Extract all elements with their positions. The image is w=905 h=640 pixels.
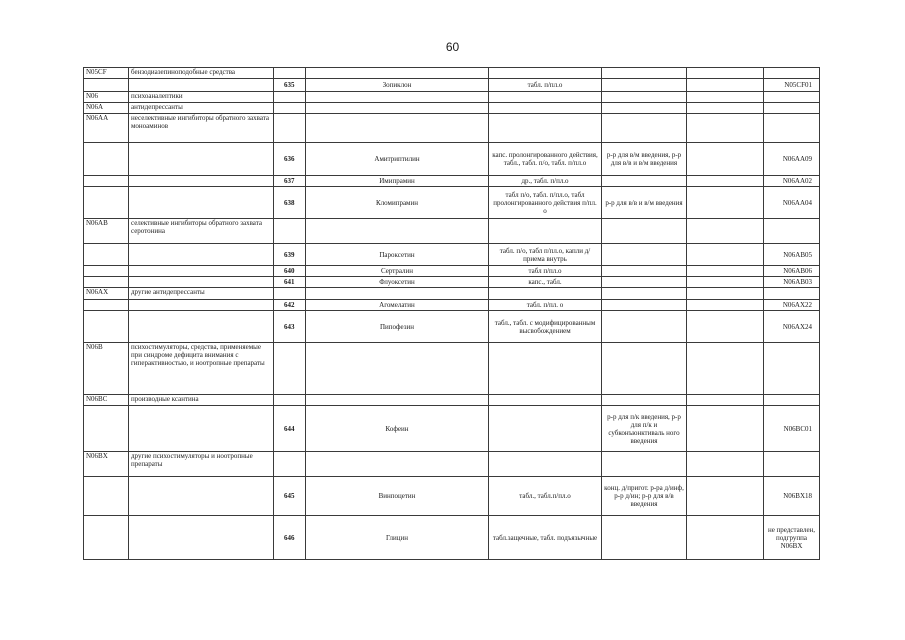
empty-cell — [687, 406, 764, 452]
empty-cell — [84, 406, 129, 452]
empty-cell — [129, 79, 274, 92]
routes-cell — [602, 176, 687, 187]
page-number: 60 — [445, 40, 460, 54]
empty-cell — [687, 343, 764, 395]
drug-name-cell: Глицин — [306, 516, 489, 560]
drug-row — [84, 300, 820, 311]
empty-cell — [129, 143, 274, 176]
drug-name-cell: Амитриптилин — [306, 143, 489, 176]
atc7-cell: N06AB05 — [764, 244, 820, 266]
drug-row — [84, 516, 820, 560]
dosage-forms-cell: табл п/пл.о — [489, 266, 602, 277]
row-number-cell: 644 — [274, 406, 306, 452]
atc-code-cell: N06AX — [84, 288, 129, 300]
empty-cell — [129, 266, 274, 277]
drug-name-cell: Кломипрамин — [306, 187, 489, 219]
atc-code-cell: N05CF — [84, 68, 129, 79]
empty-cell — [274, 103, 306, 114]
empty-cell — [764, 92, 820, 103]
empty-cell — [764, 288, 820, 300]
drug-name-cell: Винпоцетин — [306, 477, 489, 516]
empty-cell — [306, 288, 489, 300]
empty-cell — [84, 311, 129, 343]
empty-cell — [687, 219, 764, 244]
empty-cell — [687, 68, 764, 79]
atc-code-cell: N06AA — [84, 114, 129, 143]
drug-list-table — [83, 67, 820, 560]
dosage-forms-cell — [489, 406, 602, 452]
empty-cell — [687, 452, 764, 477]
routes-cell — [602, 244, 687, 266]
dosage-forms-cell: табл., табл.п/пл.о — [489, 477, 602, 516]
empty-cell — [687, 92, 764, 103]
empty-cell — [129, 516, 274, 560]
drug-name-cell: Имипрамин — [306, 176, 489, 187]
atc-code-cell: N06AB — [84, 219, 129, 244]
group-row — [84, 452, 820, 477]
group-row — [84, 219, 820, 244]
empty-cell — [306, 114, 489, 143]
drug-row — [84, 266, 820, 277]
drug-row — [84, 406, 820, 452]
drug-name-cell: Флуоксетин — [306, 277, 489, 288]
routes-cell: р-р для в/в и в/м введения — [602, 187, 687, 219]
empty-cell — [84, 277, 129, 288]
routes-cell — [602, 277, 687, 288]
empty-cell — [84, 244, 129, 266]
atc7-cell: N06AX24 — [764, 311, 820, 343]
empty-cell — [687, 311, 764, 343]
atc-code-cell: N06BC — [84, 395, 129, 406]
empty-cell — [274, 452, 306, 477]
drug-row — [84, 311, 820, 343]
routes-cell — [602, 516, 687, 560]
empty-cell — [489, 92, 602, 103]
empty-cell — [687, 79, 764, 92]
row-number-cell: 642 — [274, 300, 306, 311]
empty-cell — [602, 288, 687, 300]
empty-cell — [764, 343, 820, 395]
empty-cell — [687, 114, 764, 143]
row-number-cell: 635 — [274, 79, 306, 92]
atc7-cell: N06BX18 — [764, 477, 820, 516]
routes-cell: р-р для в/м введения, р-р для в/в и в/м введения — [602, 143, 687, 176]
atc-code-cell: N06 — [84, 92, 129, 103]
empty-cell — [129, 176, 274, 187]
empty-cell — [602, 452, 687, 477]
drug-row — [84, 143, 820, 176]
empty-cell — [129, 244, 274, 266]
empty-cell — [489, 114, 602, 143]
routes-cell — [602, 266, 687, 277]
group-row — [84, 343, 820, 395]
empty-cell — [602, 219, 687, 244]
empty-cell — [489, 68, 602, 79]
drug-name-cell: Зопиклон — [306, 79, 489, 92]
empty-cell — [129, 277, 274, 288]
empty-cell — [274, 395, 306, 406]
atc7-cell: N06AA04 — [764, 187, 820, 219]
routes-cell — [602, 79, 687, 92]
empty-cell — [84, 176, 129, 187]
empty-cell — [84, 143, 129, 176]
drug-row — [84, 187, 820, 219]
empty-cell — [274, 68, 306, 79]
empty-cell — [687, 277, 764, 288]
empty-cell — [764, 452, 820, 477]
atc-code-cell: N06B — [84, 343, 129, 395]
empty-cell — [129, 300, 274, 311]
empty-cell — [306, 452, 489, 477]
empty-cell — [306, 92, 489, 103]
empty-cell — [84, 266, 129, 277]
atc7-cell: N06AA09 — [764, 143, 820, 176]
drug-name-cell: Кофеин — [306, 406, 489, 452]
routes-cell: р-р для п/к введения, р-р для п/к и субконъюнктиваль ного введения — [602, 406, 687, 452]
empty-cell — [764, 395, 820, 406]
empty-cell — [489, 288, 602, 300]
drug-name-cell: Пароксетин — [306, 244, 489, 266]
drug-row — [84, 79, 820, 92]
row-number-cell: 639 — [274, 244, 306, 266]
atc7-cell: N05CF01 — [764, 79, 820, 92]
atc7-cell: не представлен, подгруппа N06BX — [764, 516, 820, 560]
drug-name-cell: Агомелатин — [306, 300, 489, 311]
group-name-cell: селективные ингибиторы обратного захвата серотонина — [129, 219, 274, 244]
routes-cell — [602, 311, 687, 343]
empty-cell — [764, 103, 820, 114]
empty-cell — [129, 311, 274, 343]
dosage-forms-cell: др., табл. п/пл.о — [489, 176, 602, 187]
drug-row — [84, 277, 820, 288]
drug-row — [84, 477, 820, 516]
group-name-cell: другие антидепрессанты — [129, 288, 274, 300]
empty-cell — [489, 452, 602, 477]
atc7-cell: N06AA02 — [764, 176, 820, 187]
group-row — [84, 288, 820, 300]
empty-cell — [306, 395, 489, 406]
row-number-cell: 638 — [274, 187, 306, 219]
group-name-cell: производные ксантина — [129, 395, 274, 406]
row-number-cell: 646 — [274, 516, 306, 560]
empty-cell — [687, 103, 764, 114]
empty-cell — [274, 288, 306, 300]
empty-cell — [84, 516, 129, 560]
group-name-cell: другие психостимуляторы и ноотропные препараты — [129, 452, 274, 477]
empty-cell — [687, 143, 764, 176]
empty-cell — [764, 114, 820, 143]
empty-cell — [129, 406, 274, 452]
empty-cell — [687, 266, 764, 277]
drug-name-cell: Сертралин — [306, 266, 489, 277]
group-row — [84, 114, 820, 143]
group-row — [84, 103, 820, 114]
empty-cell — [489, 395, 602, 406]
empty-cell — [489, 103, 602, 114]
dosage-forms-cell: капс. пролонгированного действия, табл., табл. п/о, табл. п/пл.о — [489, 143, 602, 176]
atc-code-cell: N06A — [84, 103, 129, 114]
empty-cell — [306, 343, 489, 395]
dosage-forms-cell: табл.защечные, табл. подъязычные — [489, 516, 602, 560]
atc7-cell: N06BC01 — [764, 406, 820, 452]
atc7-cell: N06AX22 — [764, 300, 820, 311]
row-number-cell: 643 — [274, 311, 306, 343]
row-number-cell: 641 — [274, 277, 306, 288]
empty-cell — [602, 92, 687, 103]
group-name-cell: психостимуляторы, средства, применяемые при синдроме дефицита внимания с гиперактивностью, и ноотропные препараты — [129, 343, 274, 395]
empty-cell — [489, 343, 602, 395]
empty-cell — [306, 219, 489, 244]
empty-cell — [602, 103, 687, 114]
group-name-cell: бензодиазепиноподобные средства — [129, 68, 274, 79]
routes-cell — [602, 300, 687, 311]
empty-cell — [84, 187, 129, 219]
empty-cell — [129, 477, 274, 516]
empty-cell — [602, 68, 687, 79]
group-name-cell: антидепрессанты — [129, 103, 274, 114]
empty-cell — [274, 343, 306, 395]
empty-cell — [687, 516, 764, 560]
group-name-cell: неселективные ингибиторы обратного захвата моноаминов — [129, 114, 274, 143]
empty-cell — [602, 343, 687, 395]
empty-cell — [306, 68, 489, 79]
empty-cell — [84, 79, 129, 92]
group-row — [84, 92, 820, 103]
group-row — [84, 395, 820, 406]
dosage-forms-cell: табл. п/пл.о — [489, 79, 602, 92]
empty-cell — [489, 219, 602, 244]
empty-cell — [274, 219, 306, 244]
empty-cell — [687, 176, 764, 187]
group-name-cell: психоаналептики — [129, 92, 274, 103]
empty-cell — [764, 68, 820, 79]
empty-cell — [602, 114, 687, 143]
empty-cell — [84, 300, 129, 311]
empty-cell — [274, 114, 306, 143]
row-number-cell: 637 — [274, 176, 306, 187]
atc7-cell: N06AB03 — [764, 277, 820, 288]
empty-cell — [687, 300, 764, 311]
empty-cell — [84, 477, 129, 516]
drug-name-cell: Пипофезин — [306, 311, 489, 343]
empty-cell — [602, 395, 687, 406]
empty-cell — [306, 103, 489, 114]
row-number-cell: 636 — [274, 143, 306, 176]
empty-cell — [687, 244, 764, 266]
empty-cell — [274, 92, 306, 103]
routes-cell: конц. д/пригот. р-ра д/инф, р-р д/ин; р-р для в/в введения — [602, 477, 687, 516]
drug-row — [84, 176, 820, 187]
row-number-cell: 640 — [274, 266, 306, 277]
atc7-cell: N06AB06 — [764, 266, 820, 277]
dosage-forms-cell: табл., табл. с модифицированным высвобождением — [489, 311, 602, 343]
empty-cell — [129, 187, 274, 219]
empty-cell — [687, 477, 764, 516]
row-number-cell: 645 — [274, 477, 306, 516]
empty-cell — [764, 219, 820, 244]
atc-code-cell: N06BX — [84, 452, 129, 477]
empty-cell — [687, 187, 764, 219]
dosage-forms-cell: табл. п/о, табл п/пл.о, капли д/приема внутрь — [489, 244, 602, 266]
group-row — [84, 68, 820, 79]
empty-cell — [687, 288, 764, 300]
empty-cell — [687, 395, 764, 406]
dosage-forms-cell: табл п/о, табл. п/пл.о, табл пролонгированного действия п/пл. о — [489, 187, 602, 219]
dosage-forms-cell: капс., табл. — [489, 277, 602, 288]
dosage-forms-cell: табл. п/пл. о — [489, 300, 602, 311]
drug-row — [84, 244, 820, 266]
